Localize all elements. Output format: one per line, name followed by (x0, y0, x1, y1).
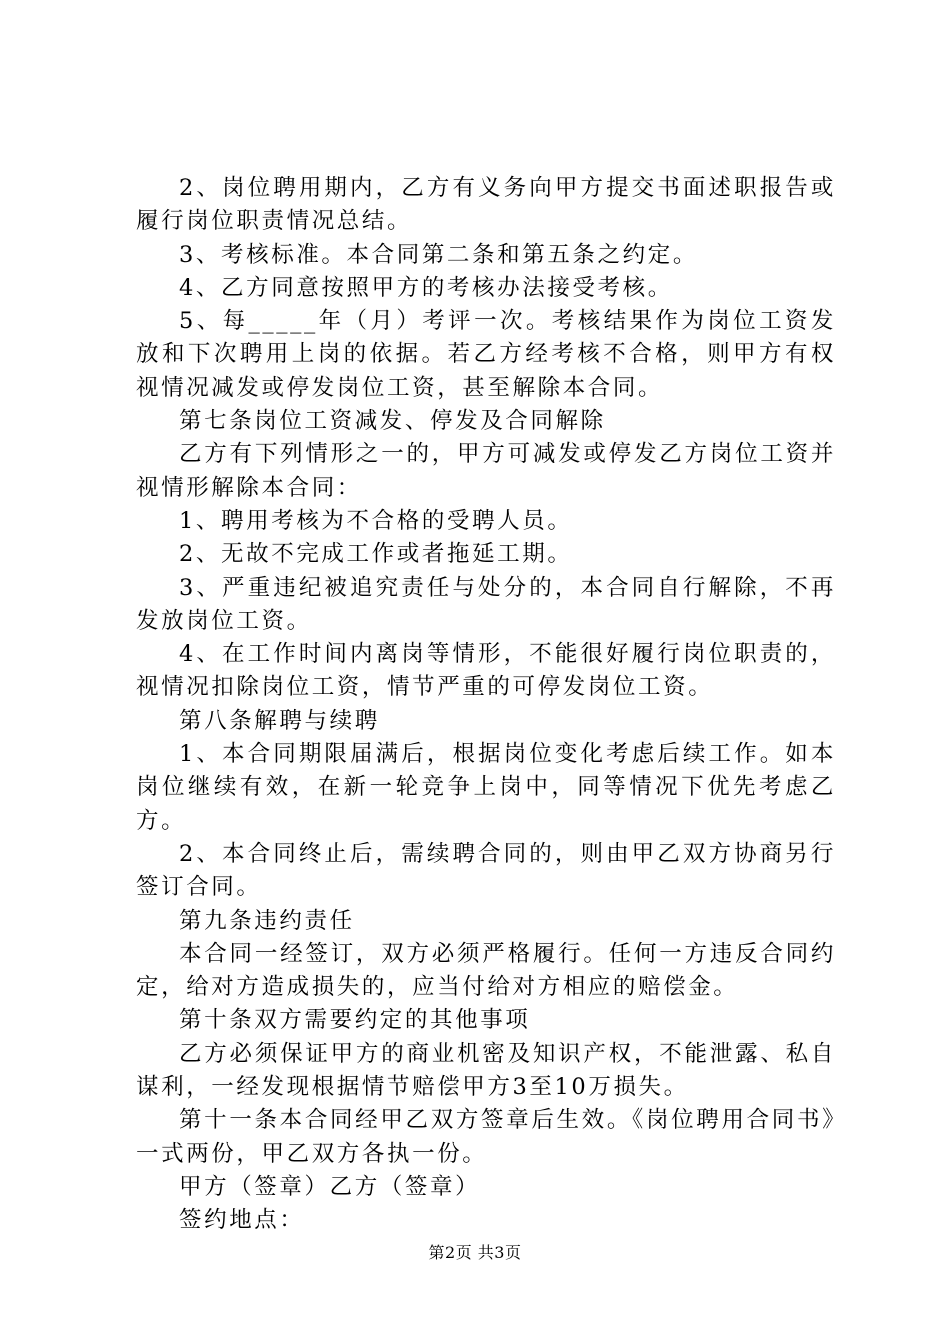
paragraph-9: 4、在工作时间内离岗等情形，不能很好履行岗位职责的，视情况扣除岗位工资，情节严重的可停发岗位工资。 (136, 641, 836, 701)
paragraph-6: 1、聘用考核为不合格的受聘人员。 (179, 507, 573, 534)
page-number-footer: 第2页 共3页 (428, 1243, 522, 1262)
paragraph-11: 2、本合同终止后，需续聘合同的，则由甲乙双方协商另行签订合同。 (136, 840, 836, 901)
signing-location: 签约地点： (179, 1207, 305, 1234)
paragraph-13: 乙方必须保证甲方的商业机密及知识产权，不能泄露、私自谋利，一经发现根据情节赔偿甲方3至10万损失。 (136, 1040, 836, 1101)
paragraph-7: 2、无故不完成工作或者拖延工期。 (179, 541, 573, 568)
paragraph-10: 1、本合同期限届满后，根据岗位变化考虑后续工作。如本岗位继续有效，在新一轮竞争上岗中，同等情况下优先考虑乙方。 (136, 741, 836, 834)
paragraph-8: 3、严重违纪被追究责任与处分的，本合同自行解除，不再发放岗位工资。 (136, 574, 836, 634)
section-heading-10: 第十条双方需要约定的其他事项 (179, 1007, 531, 1034)
paragraph-12: 本合同一经签订，双方必须严格履行。任何一方违反合同约定，给对方造成损失的，应当付给对方相应的赔偿金。 (136, 940, 836, 1001)
section-heading-8: 第八条解聘与续聘 (179, 707, 380, 734)
document-body (136, 172, 836, 1238)
section-heading-9: 第九条违约责任 (179, 907, 355, 934)
paragraph-1: 2、岗位聘用期内，乙方有义务向甲方提交书面述职报告或履行岗位职责情况总结。 (136, 175, 836, 235)
section-heading-7: 第七条岗位工资减发、停发及合同解除 (179, 408, 606, 435)
section-heading-11: 第十一条本合同经甲乙双方签章后生效。《岗位聘用合同书》一式两份，甲乙双方各执一份。 (136, 1107, 836, 1167)
paragraph-4: 5、每_____年（月）考评一次。考核结果作为岗位工资发放和下次聘用上岗的依据。若乙方经考核不合格，则甲方有权视情况减发或停发岗位工资，甚至解除本合同。 (136, 308, 836, 401)
signature-line: 甲方（签章）乙方（签章） (179, 1173, 481, 1200)
paragraph-2: 3、考核标准。本合同第二条和第五条之约定。 (179, 241, 698, 268)
paragraph-3: 4、乙方同意按照甲方的考核办法接受考核。 (179, 274, 673, 301)
paragraph-5: 乙方有下列情形之一的，甲方可减发或停发乙方岗位工资并视情形解除本合同： (136, 441, 836, 501)
